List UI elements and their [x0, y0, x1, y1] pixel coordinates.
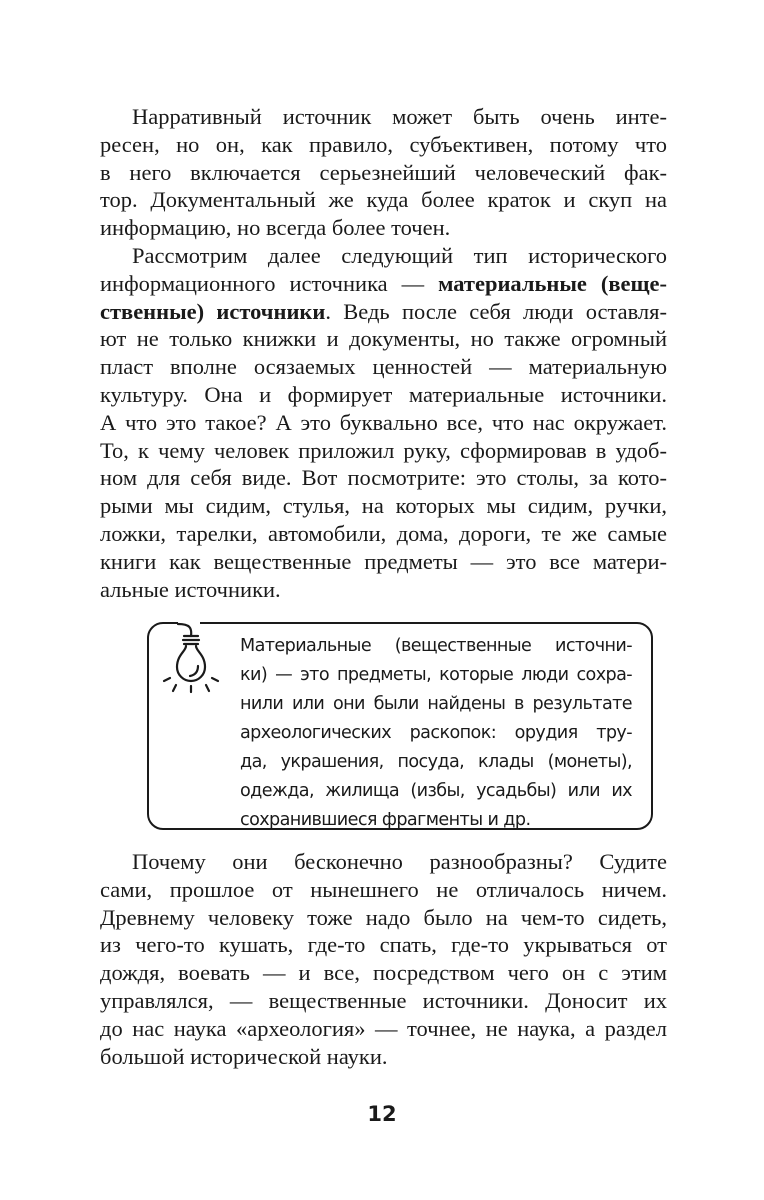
text-line: управлялся, — вещественные источники. Доносит их	[100, 987, 667, 1013]
text-span: информационного источника —	[100, 270, 439, 296]
text-line: археологических раскопок: орудия тру-	[240, 723, 632, 743]
lightbulb-icon	[150, 618, 230, 698]
text-line: альные источники.	[100, 576, 281, 602]
text-line: Нарративный источник может быть очень инте-	[132, 104, 667, 129]
text-line: Древнему человеку тоже надо было на чем-то сидеть,	[100, 904, 667, 930]
text-line: сами, прошлое от нынешнего не отличалось ничем.	[100, 876, 667, 902]
text-line: в него включается серьезнейший человеческий фак-	[100, 159, 667, 185]
text-line: информацию, но всегда более точен.	[100, 215, 451, 241]
text-line: да, украшения, посуда, клады (монеты),	[240, 752, 632, 772]
paragraph-diversity	[100, 848, 667, 1070]
text-line: ки) — это предметы, которые люди сохра-	[240, 665, 632, 685]
text-line: сохранившиеся фрагменты и др.	[240, 810, 531, 830]
text-line: ресен, но он, как правило, субъективен, потому что	[100, 131, 667, 157]
text-line: до нас наука «археология» — точнее, не наука, а раздел	[100, 1015, 667, 1041]
text-line: пласт вполне осязаемых ценностей — материальную	[100, 354, 667, 380]
text-line: из чего-то кушать, где-то спать, где-то укрываться от	[100, 932, 667, 958]
text-line: культуру. Она и формирует материальные источники.	[100, 381, 667, 407]
text-line	[100, 298, 667, 326]
paragraph-material-sources	[100, 242, 667, 603]
text-line: тор. Документальный же куда более краток и скуп на	[100, 187, 667, 213]
text-span: . Ведь после себя люди оставля-	[325, 298, 667, 324]
text-line: большой исторической науки.	[100, 1043, 388, 1069]
text-line	[100, 270, 667, 298]
text-line: ном для себя виде. Вот посмотрите: это столы, за кото-	[100, 465, 667, 491]
text-line: Почему они бесконечно разнообразны? Судите	[132, 849, 667, 874]
bold-term: ственные) источники	[100, 298, 326, 324]
text-line: рыми мы сидим, стулья, на которых мы сидим, ручки,	[100, 493, 667, 519]
text-line: ложки, тарелки, автомобили, дома, дороги, те же самые	[100, 520, 667, 546]
paragraph-narrative	[100, 103, 667, 242]
text-line: дождя, воевать — и все, посредством чего он с этим	[100, 960, 667, 986]
page-number: 12	[367, 1102, 397, 1126]
callout-text	[240, 632, 632, 835]
text-line: Материальные (вещественные источни-	[240, 636, 632, 656]
text-line: А что это такое? А это буквально все, что нас окружает.	[100, 409, 667, 435]
text-line: книги как вещественные предметы — это все матери-	[100, 548, 667, 574]
text-line: одежда, жилища (избы, усадьбы) или их	[240, 781, 632, 801]
bold-term: материальные (веще-	[438, 270, 667, 296]
body-text-top	[100, 103, 667, 603]
text-line: ют не только книжки и документы, но также огромный	[100, 326, 667, 352]
text-line: То, к чему человек приложил руку, сформировав в удоб-	[100, 437, 667, 463]
text-line: нили или они были найдены в результате	[240, 694, 632, 714]
text-line: Рассмотрим далее следующий тип исторического	[132, 242, 667, 268]
